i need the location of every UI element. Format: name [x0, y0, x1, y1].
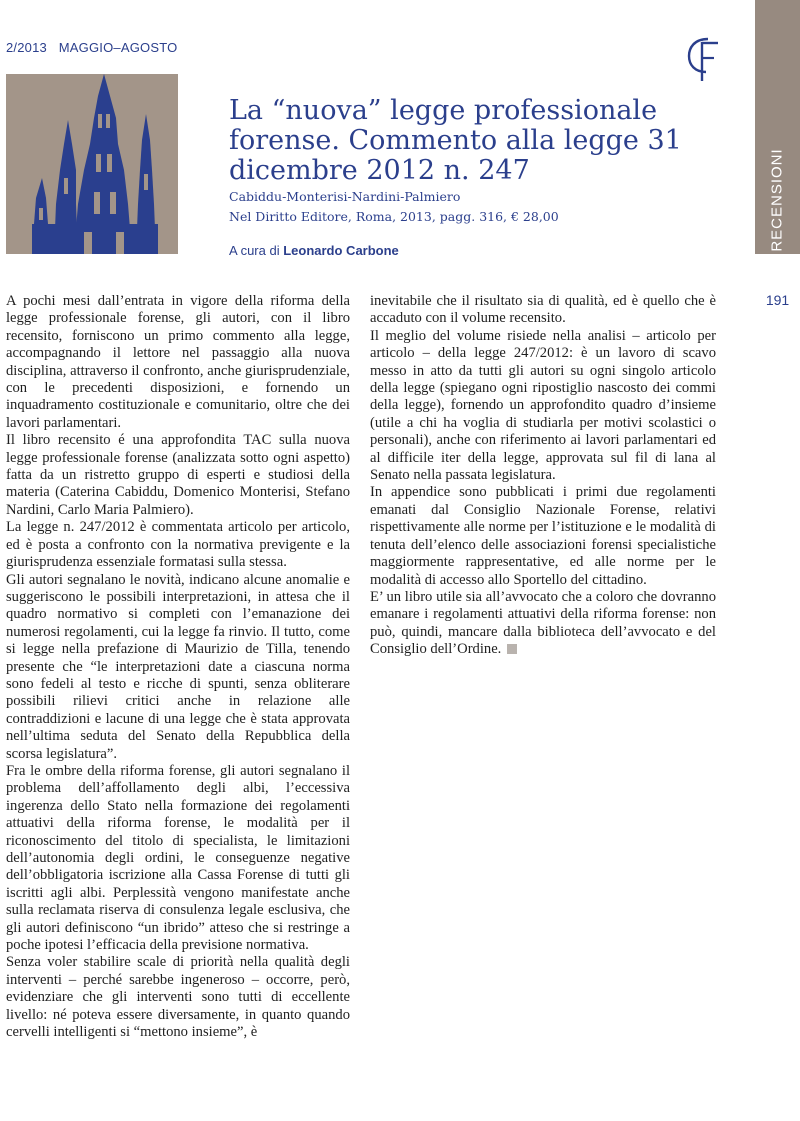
paragraph: La legge n. 247/2012 è commentata articolo per articolo, ed è posta a confronto con la normativa previgente e la giurisprudenza essenziale formatasi sulla stessa. [6, 519, 350, 571]
page-number: 191 [765, 292, 790, 308]
issue-period: MAGGIO–AGOSTO [58, 40, 178, 55]
paragraph: In appendice sono pubblicati i primi due regolamenti emanati dal Consiglio Nazionale Forense, relativi rispettivamente alle norme per l’istituzione e le modalità di tenuta dell’elenco delle associazioni forensi specialistiche maggiormente rappresentative, ed alle norme per le modalità di accesso allo Sportello del cittadino. [370, 484, 716, 588]
paragraph: Fra le ombre della riforma forense, gli autori segnalano il problema dell’affollamento degli albi, l’eccessiva ingerenza dello Stato nella formazione dei regolamenti attuativi della riforma forense, le modalità per il riconoscimento del titolo di specialista, le limitazioni dell’autonomia degli ordini, le conseguenze negative dell’obbligatoria iscrizione alla Cassa Forense di tutti gli iscritti agli albi. Perplessità vengono manifestate anche sulla reclamata riserva di consulenza legale esclusiva, che gli autori definiscono “un ibrido” atteso che si restringe a poche ipotesi l’efficacia della previsione normativa. [6, 762, 350, 954]
body-column-right [370, 293, 716, 659]
paragraph: Il meglio del volume risiede nella analisi – articolo per articolo – della legge 247/2012: è un lavoro di scavo messo in atto da tutti gli autori su ogni singolo articolo della legge (spiegano ogni ripostiglio nascosto dei commi della legge), fornendo un approfondito quadro d’insieme (utile a chi ha voglia di studiarla per motivi scolastici o personali), anche con riferimento ai lavori parlamentari ed al difficile iter della legge, approvata sul fil di lana al Senato nella passata legislatura. [370, 327, 716, 484]
paragraph-final-text: E’ un libro utile sia all’avvocato che a coloro che dovranno emanare i regolamenti attuativi della riforma forense: non può, quindi, mancare dalla biblioteca dell’avvocato e del Consiglio dell’Ordine. [370, 588, 716, 658]
cathedral-spire-illustration [6, 74, 178, 254]
review-curator [229, 243, 399, 258]
body-column-left [6, 293, 350, 1041]
issue-number: 2/2013 [6, 40, 47, 55]
cf-logo-icon [686, 34, 720, 82]
section-label: RECENSIONI [768, 148, 786, 252]
curator-name: Leonardo Carbone [283, 243, 399, 258]
book-cover-image [6, 74, 178, 254]
paragraph: Il libro recensito é una approfondita TAC sulla nuova legge professionale forense (analizzata sotto ogni aspetto) fatta da un ristretto gruppo di esperti e studiosi della materia (Caterina Cabiddu, Domenico Monterisi, Stefano Nardini, Carlo Maria Palmiero). [6, 432, 350, 518]
paragraph: A pochi mesi dall’entrata in vigore della riforma della legge professionale forense, gli autori, con il libro recensito, forniscono un primo commento alla legge, accompagnando il lettore nel passaggio alla nuova disciplina, attraverso il confronto, anche giurisprudenziale, con le precedenti disposizioni, e fornendo un inquadramento costituzionale e comunitario, oltre che dei lavori parlamentari. [6, 293, 350, 431]
issue-info [6, 40, 177, 55]
paragraph: inevitabile che il risultato sia di qualità, ed è quello che è accaduto con il volume recensito. [370, 293, 716, 327]
curator-prefix: A cura di [229, 243, 280, 258]
book-publisher: Nel Diritto Editore, Roma, 2013, pagg. 316, € 28,00 [229, 209, 559, 224]
paragraph: Senza voler stabilire scale di priorità nella qualità degli interventi – perché sarebbe ingeneroso – occorre, però, evidenziare che gli interventi sono tutti di eccellente livello: né poteva essere diversamente, in quanto quando cervelli intelligenti si “mettono insieme”, è [6, 954, 350, 1041]
paragraph: Gli autori segnalano le novità, indicano alcune anomalie e suggeriscono le possibili interpretazioni, in attesa che il quadro normativo si completi con l’emanazione dei numerosi regolamenti, cui la legge fa rinvio. Il tutto, come si legge nella prefazione di Maurizio de Tilla, tenendo presente che “le interpretazioni date a ciascuna norma sono fedeli al testo e ricche di spunti, senza obliterare possibili rilievi critici anche in relazione alle contraddizioni e lacune di una legge che è stata approvata nell’ultima seduta del Senato della Repubblica della scorsa legislatura”. [6, 571, 350, 762]
review-title: La “nuova” legge professionale forense. Commento alla legge 31 dicembre 2012 n. 247 [229, 95, 682, 186]
book-authors: Cabiddu-Monterisi-Nardini-Palmiero [229, 189, 461, 204]
section-sidebar [755, 0, 800, 254]
paragraph-final [370, 589, 716, 659]
end-of-article-square-icon [507, 644, 517, 654]
